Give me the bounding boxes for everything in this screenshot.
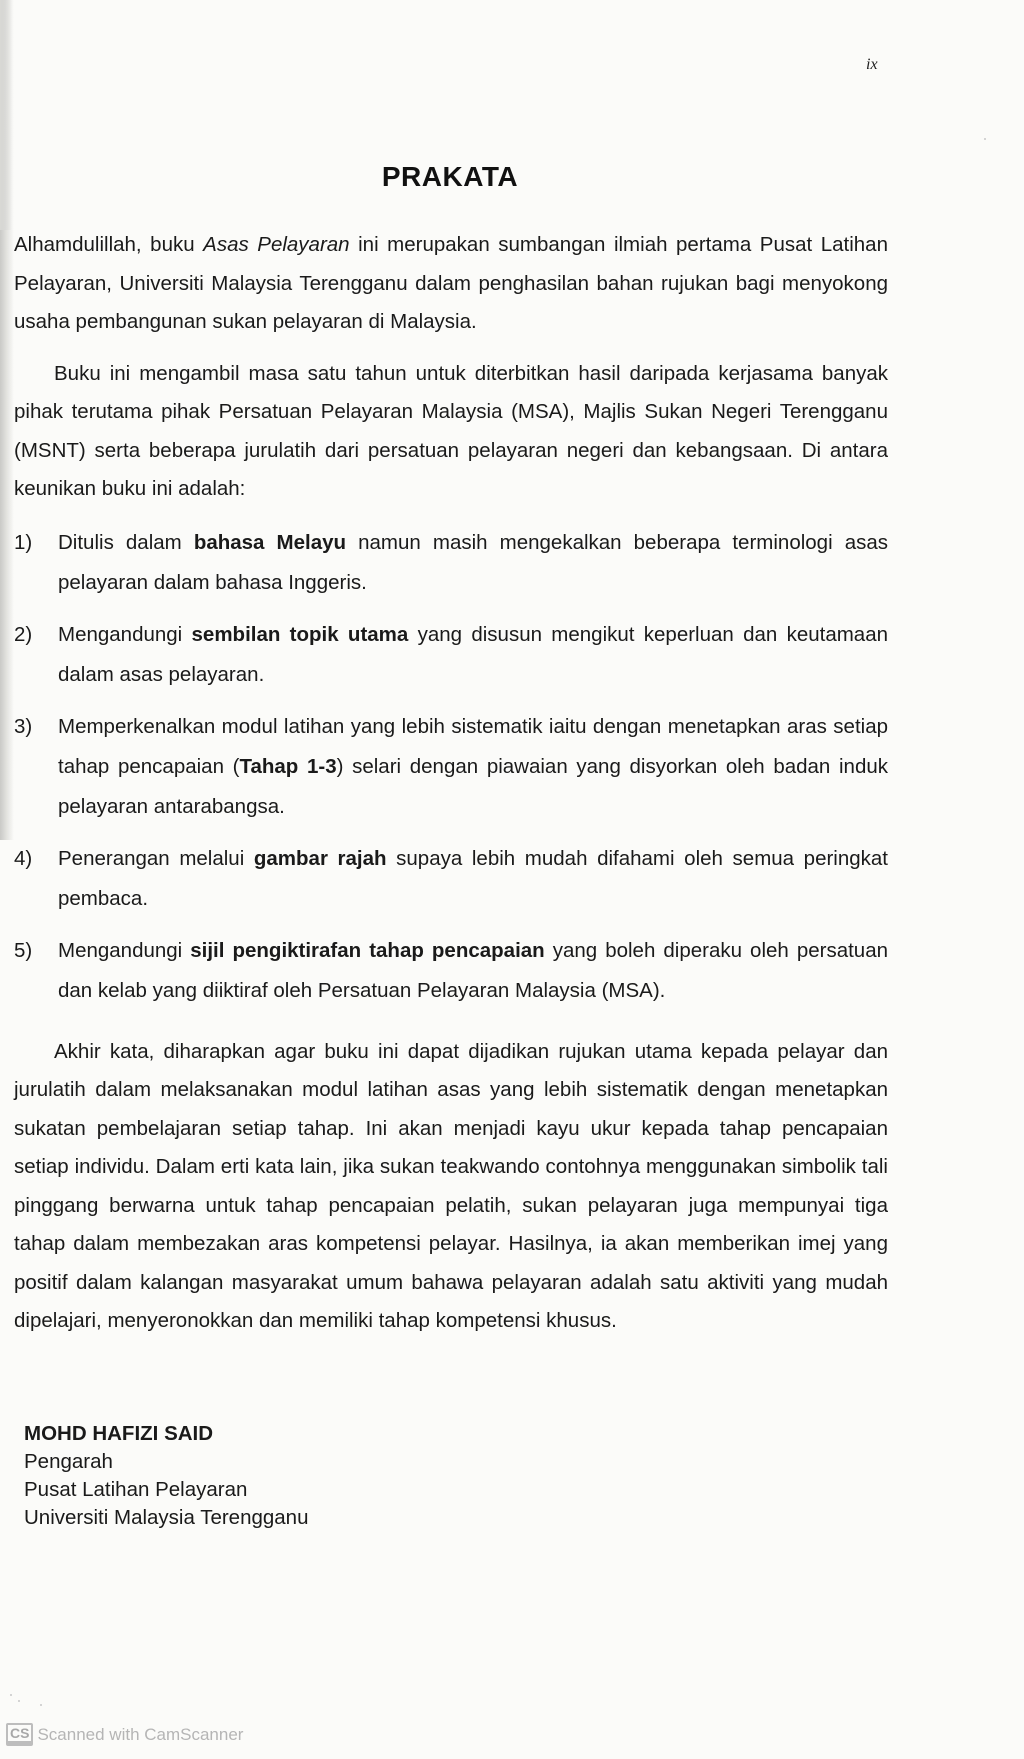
document-body bbox=[14, 226, 888, 1341]
list-item-text: yang boleh diperaku oleh persatuan dan kelab yang diiktiraf oleh Persatuan Pelayaran Malaysia (MSA). bbox=[58, 938, 888, 1002]
scan-speck bbox=[40, 1704, 42, 1706]
page-binding-shadow-top bbox=[0, 0, 12, 230]
list-item bbox=[14, 707, 888, 827]
intro-p1-text-start: Alhamdulillah, buku bbox=[14, 233, 204, 256]
camscanner-logo-icon: CS bbox=[6, 1723, 33, 1746]
list-item-text: namun masih mengekalkan beberapa terminologi asas pelayaran dalam bahasa Inggeris. bbox=[58, 530, 889, 594]
list-item-highlight: sembilan topik utama bbox=[191, 622, 409, 646]
list-item-text: Memperkenalkan modul latihan yang lebih sistematik iaitu dengan menetapkan aras setiap tahap pencapaian ( bbox=[58, 714, 888, 778]
author-position: Pengarah bbox=[24, 1450, 113, 1473]
features-list bbox=[14, 523, 888, 1011]
scan-speck bbox=[10, 1694, 12, 1696]
list-item-text: yang disusun mengikut keperluan dan keutamaan dalam asas pelayaran. bbox=[58, 622, 889, 686]
scan-speck bbox=[18, 1700, 20, 1702]
signature-block bbox=[24, 1420, 309, 1532]
list-item-highlight: sijil pengiktirafan tahap pencapaian bbox=[190, 938, 545, 962]
list-item-number: 2) bbox=[14, 622, 33, 646]
list-item-number: 3) bbox=[14, 714, 33, 738]
list-item-text: ) selari dengan piawaian yang disyorkan oleh badan induk pelayaran antarabangsa. bbox=[58, 754, 889, 818]
list-item-text: Penerangan melalui bbox=[58, 846, 254, 870]
page-number: ix bbox=[866, 56, 878, 73]
list-item bbox=[14, 615, 888, 695]
list-item-number: 4) bbox=[14, 846, 33, 870]
intro-paragraph-1 bbox=[14, 226, 888, 342]
page-title: PRAKATA bbox=[381, 160, 519, 192]
list-item-text: Ditulis dalam bbox=[58, 530, 194, 554]
list-item-highlight: gambar rajah bbox=[253, 846, 387, 870]
intro-p1-text-end: ini merupakan sumbangan ilmiah pertama Pusat Latihan Pelayaran, Universiti Malaysia Terengganu dalam penghasilan bahan rujukan bagi menyokong usaha pembangunan sukan pelayaran di Malaysia. bbox=[14, 233, 888, 333]
closing-paragraph: Akhir kata, diharapkan agar buku ini dapat dijadikan rujukan utama kepada pelayar dan jurulatih dalam melaksanakan modul latihan asas yang lebih sistematik dengan menetapkan sukatan pembelajaran setiap tahap. Ini akan menjadi kayu ukur kepada tahap pencapaian setiap individu. Dalam erti kata lain, jika sukan teakwando contohnya menggunakan simbolik tali pinggang berwarna untuk tahap pencapaian pelatih, sukan pelayaran juga mempunyai tiga tahap dalam membezakan aras kompetensi pelayar. Hasilnya, ia akan memberikan imej yang positif dalam kalangan masyarakat umum bahawa pelayaran adalah satu aktiviti yang mudah dipelajari, menyeronokkan dan memiliki tahap kompetensi khusus. bbox=[14, 1039, 888, 1332]
list-item-highlight: bahasa Melayu bbox=[193, 530, 347, 554]
author-name: MOHD HAFIZI SAID bbox=[24, 1422, 214, 1445]
watermark-text: Scanned with CamScanner bbox=[37, 1724, 244, 1744]
list-item-text: supaya lebih mudah difahami oleh semua peringkat pembaca. bbox=[58, 846, 889, 910]
list-item-number: 1) bbox=[14, 530, 33, 554]
intro-paragraph-2: Buku ini mengambil masa satu tahun untuk diterbitkan hasil daripada kerjasama banyak pihak terutama pihak Persatuan Pelayaran Malaysia (MSA), Majlis Sukan Negeri Terengganu (MSNT) serta beberapa jurulatih dari persatuan pelayaran negeri dan kebangsaan. Di antara keunikan buku ini adalah: bbox=[14, 361, 888, 500]
camscanner-watermark bbox=[6, 1723, 243, 1746]
list-item bbox=[14, 931, 888, 1011]
list-item bbox=[14, 523, 888, 603]
list-item-text: Mengandungi bbox=[58, 938, 191, 962]
scan-speck bbox=[984, 138, 986, 140]
list-item-number: 5) bbox=[14, 938, 33, 962]
list-item-text: Mengandungi bbox=[58, 622, 192, 646]
book-title-italic: Asas Pelayaran bbox=[203, 233, 350, 256]
author-department: Pusat Latihan Pelayaran bbox=[24, 1478, 248, 1501]
list-item bbox=[14, 839, 888, 919]
author-institution: Universiti Malaysia Terengganu bbox=[24, 1506, 309, 1529]
list-item-highlight: Tahap 1-3 bbox=[239, 754, 337, 778]
